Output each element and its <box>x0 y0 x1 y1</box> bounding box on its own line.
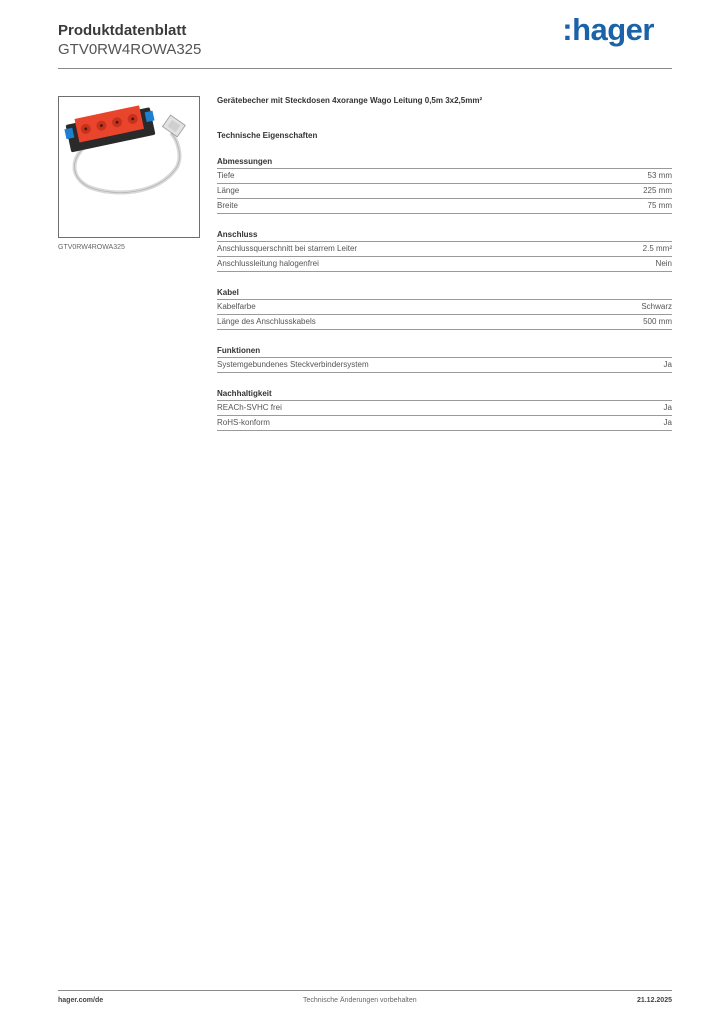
property-value: Schwarz <box>641 302 672 311</box>
footer-divider <box>58 990 672 991</box>
property-row <box>217 416 672 431</box>
technical-properties-heading: Technische Eigenschaften <box>217 131 318 140</box>
property-label: Tiefe <box>217 171 235 180</box>
property-row <box>217 358 672 373</box>
product-image <box>58 96 200 238</box>
section-title: Nachhaltigkeit <box>217 389 672 401</box>
property-value: Ja <box>663 418 672 427</box>
property-value: Ja <box>663 403 672 412</box>
property-value: 75 mm <box>647 201 672 210</box>
image-caption: GTV0RW4ROWA325 <box>58 244 125 251</box>
property-value: 225 mm <box>643 186 672 195</box>
product-code: GTV0RW4ROWA325 <box>58 41 202 58</box>
property-row <box>217 169 672 184</box>
property-label: Kabelfarbe <box>217 302 256 311</box>
section-title: Funktionen <box>217 346 672 358</box>
section-cable <box>217 288 672 330</box>
property-row <box>217 315 672 330</box>
section-title: Abmessungen <box>217 157 672 169</box>
property-row <box>217 300 672 315</box>
section-dimensions <box>217 157 672 214</box>
property-label: Breite <box>217 201 238 210</box>
property-row <box>217 257 672 272</box>
property-label: Anschlussleitung halogenfrei <box>217 259 319 268</box>
header-divider <box>58 68 672 69</box>
property-value: Nein <box>655 259 672 268</box>
section-sustainability <box>217 389 672 431</box>
property-label: Anschlussquerschnitt bei starrem Leiter <box>217 244 358 253</box>
property-label: RoHS-konform <box>217 418 270 427</box>
property-row <box>217 242 672 257</box>
property-label: Systemgebundenes Steckverbindersystem <box>217 360 369 369</box>
footer-website: hager.com/de <box>58 997 104 1004</box>
property-row <box>217 184 672 199</box>
property-value: 2.5 mm² <box>642 244 672 253</box>
technical-data <box>217 96 672 431</box>
property-value: 53 mm <box>647 171 672 180</box>
property-value: Ja <box>663 360 672 369</box>
document-header <box>58 22 201 59</box>
page-title: Produktdatenblatt <box>58 22 187 39</box>
product-description: Gerätebecher mit Steckdosen 4xorange Wago Leitung 0,5m 3x2,5mm² <box>217 96 483 105</box>
section-title: Kabel <box>217 288 672 300</box>
property-row <box>217 401 672 416</box>
property-row <box>217 199 672 214</box>
section-title: Anschluss <box>217 230 672 242</box>
property-label: Länge des Anschlusskabels <box>217 317 316 326</box>
property-label: REACh-SVHC frei <box>217 403 282 412</box>
section-functions <box>217 346 672 373</box>
footer-date: 21.12.2025 <box>636 997 672 1004</box>
product-photo-illustration <box>59 97 199 237</box>
section-connection <box>217 230 672 272</box>
footer-notice: Technische Änderungen vorbehalten <box>303 997 417 1004</box>
hager-logo: :hager <box>562 12 654 47</box>
property-label: Länge <box>217 186 240 195</box>
property-value: 500 mm <box>643 317 672 326</box>
